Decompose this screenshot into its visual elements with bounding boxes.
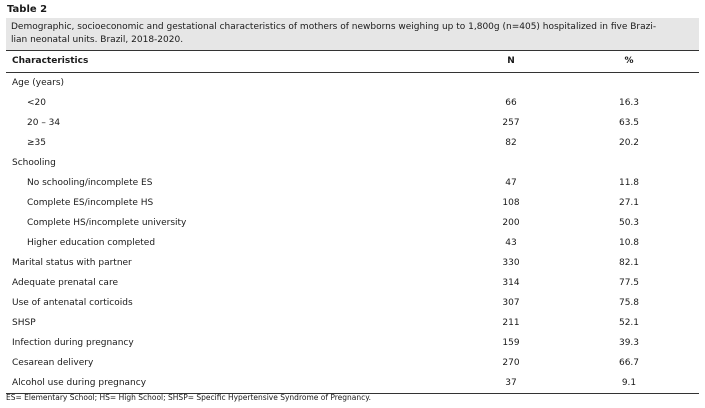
row-percent-value: 66.7 (618, 358, 640, 368)
row-label: ≥35 (27, 138, 46, 148)
row-n-value: 200 (502, 218, 520, 228)
row-label: Infection during pregnancy (12, 338, 134, 348)
table-footnote: ES= Elementary School; HS= High School; SHSP= Specific Hypertensive Syndrome of Pregnancy. (6, 393, 372, 402)
row-n-value: 47 (505, 178, 517, 188)
table-row (6, 93, 699, 113)
row-label: Age (years) (12, 78, 65, 88)
row-percent-value: 50.3 (618, 218, 640, 228)
table-row (6, 293, 699, 313)
table-body (6, 73, 699, 393)
row-percent-value: 10.8 (618, 238, 640, 248)
row-percent-value: 63.5 (618, 118, 640, 128)
row-n-value: 257 (502, 118, 520, 128)
row-n-value: 82 (505, 138, 517, 148)
row-label: Higher education completed (27, 238, 156, 248)
row-label: SHSP (12, 318, 36, 328)
data-table (6, 50, 699, 394)
row-n-value: 43 (505, 238, 517, 248)
table-row (6, 173, 699, 193)
row-percent-value: 75.8 (618, 298, 640, 308)
row-n-value: 37 (505, 378, 517, 388)
row-percent-value: 77.5 (618, 278, 640, 288)
caption-line-2: lian neonatal units. Brazil, 2018-2020. (11, 35, 184, 45)
row-n-value: 314 (502, 278, 520, 288)
column-header-characteristics: Characteristics (12, 56, 89, 66)
table-row (6, 133, 699, 153)
table-row (6, 373, 699, 393)
row-percent-value: 82.1 (618, 258, 640, 268)
row-percent-value: 16.3 (618, 98, 640, 108)
table-row (6, 193, 699, 213)
row-n-value: 66 (505, 98, 517, 108)
row-n-value: 330 (502, 258, 520, 268)
row-label: Complete HS/incomplete university (27, 218, 187, 228)
row-label: No schooling/incomplete ES (27, 178, 153, 188)
row-label: <20 (27, 98, 46, 108)
row-label: Cesarean delivery (12, 358, 94, 368)
table-row (6, 73, 699, 93)
table-row (6, 113, 699, 133)
row-label: 20 – 34 (27, 118, 61, 128)
column-header-percent: % (624, 56, 634, 66)
row-percent-value: 27.1 (618, 198, 640, 208)
caption-line-1: Demographic, socioeconomic and gestational characteristics of mothers of newborns weighing up to 1,800g (n=405) hospitalized in five Brazi- (11, 22, 657, 32)
row-n-value: 159 (502, 338, 520, 348)
table-row (6, 353, 699, 373)
table-row (6, 153, 699, 173)
row-n-value: 307 (502, 298, 520, 308)
row-label: Alcohol use during pregnancy (12, 378, 147, 388)
table-row (6, 233, 699, 253)
table-row (6, 333, 699, 353)
row-label: Adequate prenatal care (12, 278, 118, 288)
table-row (6, 313, 699, 333)
row-label: Marital status with partner (12, 258, 132, 268)
row-percent-value: 9.1 (621, 378, 637, 388)
table-row (6, 213, 699, 233)
row-label: Use of antenatal corticoids (12, 298, 133, 308)
row-percent-value: 11.8 (618, 178, 640, 188)
row-label: Complete ES/incomplete HS (27, 198, 154, 208)
row-percent-value: 52.1 (618, 318, 640, 328)
row-percent-value: 20.2 (618, 138, 640, 148)
row-n-value: 108 (502, 198, 520, 208)
row-label: Schooling (12, 158, 56, 168)
row-n-value: 211 (502, 318, 520, 328)
table-header-row (6, 51, 699, 73)
column-header-n: N (507, 56, 515, 66)
table-caption (6, 18, 699, 50)
row-percent-value: 39.3 (618, 338, 640, 348)
row-n-value: 270 (502, 358, 520, 368)
table-label: Table 2 (7, 4, 48, 15)
table-row (6, 253, 699, 273)
table-row (6, 273, 699, 293)
